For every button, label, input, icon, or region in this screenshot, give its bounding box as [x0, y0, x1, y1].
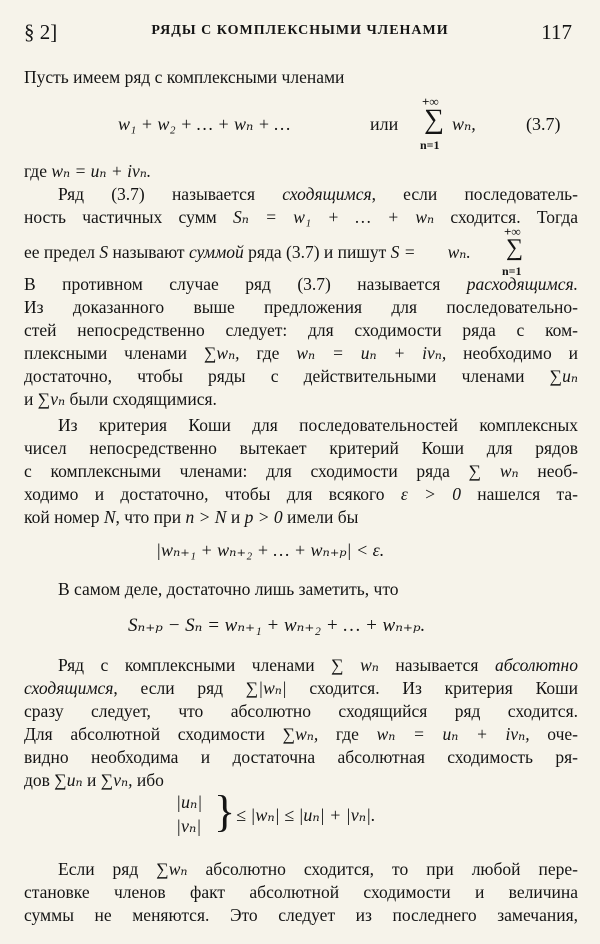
paragraph-line: Из доказанного выше предложения для последовательно- — [24, 297, 578, 317]
text: где — [239, 343, 297, 363]
sum-upper-limit: +∞ — [422, 94, 439, 109]
text: называется — [378, 655, 495, 675]
text: ибо — [132, 770, 164, 790]
math: ε > 0 — [400, 484, 461, 504]
series-term: wₙ, — [452, 114, 476, 134]
paragraph-line: становке членов факт абсолютной сходимости и величина — [24, 882, 578, 902]
paragraph-line: видно необходима и достаточна абсолютная сходимость ря- — [24, 747, 578, 767]
math: S = — [390, 242, 416, 262]
series-expansion: w₁ + w₂ + … + wₙ + … — [118, 114, 291, 134]
paragraph-line — [24, 206, 578, 228]
math: ∑vₙ — [37, 389, 66, 409]
sigma-symbol: ∑ — [506, 235, 524, 261]
text: абсолютно сходится, то при любой пере- — [187, 859, 579, 879]
sum-lower-limit: n=1 — [502, 264, 522, 278]
math: p > 0 — [244, 507, 283, 527]
text: , если последователь- — [371, 184, 578, 204]
text: где — [24, 161, 52, 181]
partial-sum-difference-formula: Sₙ₊ₚ − Sₙ = wₙ₊₁ + wₙ₊₂ + … + wₙ₊ₚ. — [128, 615, 426, 636]
math: ∑uₙ — [549, 366, 578, 386]
paragraph-line: Из критерия Коши для последовательностей комплексных — [58, 415, 578, 435]
abs-inequality: ≤ |wₙ| ≤ |uₙ| + |vₙ|. — [236, 805, 376, 825]
text: сходится. Из критерия Коши — [286, 678, 578, 698]
paragraph-line — [24, 654, 578, 676]
equation-number: (3.7) — [526, 114, 561, 134]
text: необходимо и — [446, 343, 578, 363]
text: кой номер — [24, 507, 104, 527]
text: Ряд с комплексными членами — [58, 655, 332, 675]
abs-u-term: |uₙ| — [176, 792, 203, 812]
math: ∑ wₙ — [468, 461, 519, 481]
text: дов — [24, 770, 55, 790]
text: сходится. Тогда — [434, 207, 578, 227]
paragraph-line: В самом деле, достаточно лишь заметить, что — [58, 579, 399, 599]
paragraph-line — [24, 677, 578, 699]
paragraph-line — [24, 483, 578, 505]
abs-v-term: |vₙ| — [176, 816, 202, 836]
emphasis: суммой — [188, 242, 244, 262]
text: , если ряд — [113, 678, 246, 698]
paragraph-line — [24, 460, 578, 482]
math: ∑vₙ, — [100, 770, 133, 790]
page-number: 117 — [541, 20, 572, 44]
sigma-symbol: ∑ — [424, 104, 444, 135]
text: необ- — [518, 461, 578, 481]
text: ряда (3.7) и пишут — [243, 242, 391, 262]
paragraph-line: суммы не меняются. Это следует из последнего замечания, — [24, 905, 578, 925]
paragraph-line — [24, 388, 578, 410]
or-word: или — [370, 114, 399, 134]
math: ∑uₙ — [54, 770, 83, 790]
paragraph-line — [24, 506, 578, 528]
paragraph-line: стей непосредственно следует: для сходимости ряда с ком- — [24, 320, 578, 340]
math: wₙ = uₙ + ivₙ, — [376, 724, 530, 744]
sum-sign-37 — [420, 94, 450, 154]
math: ∑wₙ — [156, 859, 188, 879]
math: ∑wₙ, — [203, 343, 240, 363]
right-brace: } — [214, 787, 236, 836]
text: Ряд (3.7) называется — [58, 184, 283, 204]
math: ∑ wₙ — [331, 655, 379, 675]
text: оче- — [529, 724, 578, 744]
math: N — [103, 507, 116, 527]
paragraph-line — [24, 365, 578, 387]
text: ее предел — [24, 242, 100, 262]
math: wₙ. — [447, 242, 471, 262]
paragraph-line — [24, 858, 578, 880]
text: ходимо и достаточно, чтобы для всякого — [24, 484, 401, 504]
math: S — [99, 242, 109, 262]
math: ∑wₙ, — [282, 724, 319, 744]
text: нашелся та- — [460, 484, 578, 504]
paragraph-line — [24, 273, 578, 295]
text: где — [318, 724, 377, 744]
text: Для абсолютной сходимости — [24, 724, 283, 744]
text: достаточно, чтобы ряды с действительными членами — [24, 366, 550, 386]
sum-lower-limit: n=1 — [420, 138, 440, 152]
text: Если ряд — [58, 859, 157, 879]
running-header — [24, 20, 576, 44]
math: wₙ = uₙ + ivₙ, — [296, 343, 447, 363]
math: ∑|wₙ| — [245, 678, 287, 698]
text: были сходящимися. — [65, 389, 217, 409]
paragraph-line: чисел непосредственно вытекает критерий Коши для рядов — [24, 438, 578, 458]
text: с комплексными членами: для сходимости ряда — [24, 461, 469, 481]
definition-line — [24, 160, 578, 182]
section-marker: § 2] — [24, 20, 58, 44]
math: n > N — [185, 507, 227, 527]
emphasis: сходящимся — [24, 678, 114, 698]
cauchy-criterion-formula: |wₙ₊₁ + wₙ₊₂ + … + wₙ₊ₚ| < ε. — [156, 540, 385, 560]
paragraph-line — [24, 241, 578, 263]
math: wₙ = uₙ + ivₙ. — [51, 161, 152, 181]
emphasis: сходящимся — [282, 184, 372, 204]
text: и — [226, 507, 245, 527]
paragraph-line — [24, 769, 578, 791]
sum-upper-limit: +∞ — [504, 224, 521, 239]
text: и — [82, 770, 101, 790]
emphasis: расходящимся. — [466, 274, 578, 294]
math: Sₙ = w₁ + … + wₙ — [233, 207, 435, 227]
text: называют — [108, 242, 189, 262]
paragraph-line — [24, 342, 578, 364]
text: и — [24, 389, 38, 409]
running-title: РЯДЫ С КОМПЛЕКСНЫМИ ЧЛЕНАМИ — [151, 23, 449, 38]
intro-line: Пусть имеем ряд с комплексными членами — [24, 67, 345, 87]
paragraph-line — [24, 723, 578, 745]
text: ность частичных сумм — [24, 207, 234, 227]
paragraph-line: сразу следует, что абсолютно сходящийся ряд сходится. — [24, 701, 578, 721]
text: плексными членами — [24, 343, 204, 363]
paragraph-line — [24, 183, 578, 205]
emphasis: абсолютно — [494, 655, 578, 675]
text: , что при — [115, 507, 186, 527]
text: имели бы — [282, 507, 359, 527]
text: В противном случае ряд (3.7) называется — [24, 274, 467, 294]
